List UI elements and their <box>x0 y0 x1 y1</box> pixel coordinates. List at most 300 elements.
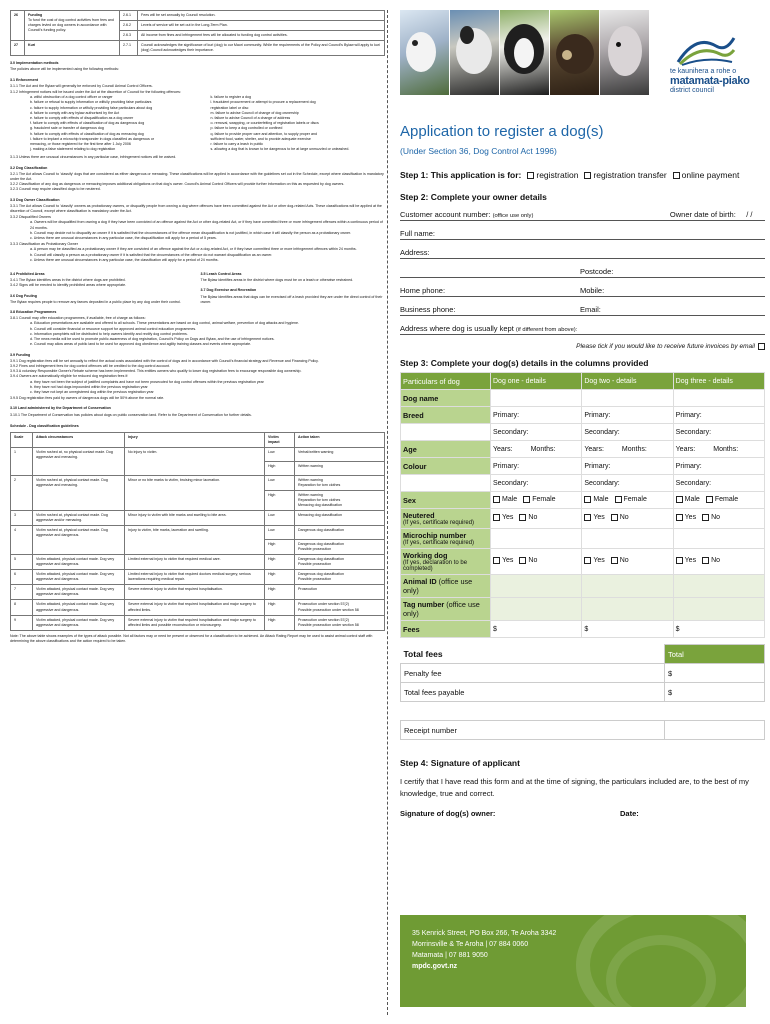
row-heading-title: Kuri <box>28 43 36 48</box>
option-label: Male <box>684 495 700 503</box>
checkbox-icon[interactable] <box>493 514 500 521</box>
circumstances-cell: Victim attacked, physical contact made. Dog very aggressive and dangerous. <box>33 570 125 585</box>
action-cell: Written warning <box>295 462 385 476</box>
dog-field[interactable]: Secondary: <box>491 424 582 441</box>
dog-field[interactable]: $ <box>491 621 582 638</box>
row-heading-title: Funding <box>28 13 43 17</box>
list-item: s. allowing a dog that is known to be dangerous to be at large unmuzzled or unleashed. <box>210 147 350 152</box>
field-label: Address where dog is usually kept <box>400 324 514 333</box>
injury-cell: Limited external injury to victim that required medical care. <box>125 555 265 570</box>
total-header: Total <box>665 645 765 664</box>
dog-table-header <box>401 373 765 390</box>
table-row <box>11 476 385 491</box>
dog-field[interactable]: Primary: <box>582 407 673 424</box>
option[interactable] <box>706 496 738 503</box>
dog-table-row <box>401 529 765 549</box>
victim-impact-cell: High <box>265 570 295 585</box>
form-subtitle: (Under Section 36, Dog Control Act 1996) <box>400 146 557 156</box>
option-label: Yes <box>502 557 514 564</box>
option[interactable] <box>584 557 604 564</box>
field-label: Owner date of birth: <box>669 210 736 219</box>
option-label: Male <box>593 495 609 503</box>
list <box>10 380 385 396</box>
section-text: 3.4.1 The Bylaw identifies areas in the district where dogs are prohibited. 3.4.2 Signs will be erected to identify prohibited areas where appropriate. <box>10 278 127 288</box>
field-note: (office use only) <box>492 213 534 219</box>
dog-field[interactable] <box>491 492 582 509</box>
option-label: No <box>711 514 721 521</box>
option[interactable] <box>584 514 604 521</box>
dog-table-row <box>401 575 765 598</box>
checkbox-icon[interactable] <box>702 557 709 564</box>
checkbox-icon[interactable] <box>519 557 526 564</box>
action-cell: Dangerous dog classification Possible prosecution <box>295 540 385 555</box>
section-text: 3.2.1 The Act allows Council to 'classify' dogs that are considered as either dangerous or menacing. These classifications will be applied in accordance with the guidelines set out in the Schedule, except where classification is mandatory under the Act. 3.2.2 Classification of any dog as dangerous or menacing imposes additional obligations on that dog's owner. Council's Animal Control Officers will provide further information on this as requested by dog owners. 3.2.3 Council may require classified dogs to be neutered. <box>10 171 384 192</box>
row-label-text: Fees <box>403 624 420 634</box>
step4-heading: Step 4: Signature of applicant <box>400 758 520 768</box>
injury-cell: Severe external injury to victim that required hospitalisation and major surgery to affected limbs. <box>125 600 265 615</box>
option-label: Yes <box>684 557 697 564</box>
checkbox-icon[interactable] <box>676 496 683 503</box>
section-text: 3.1.3 Unless there are unusual circumstances in any particular case, infringement notices will be waived. <box>10 155 177 160</box>
column-header: Attack circumstances <box>33 432 125 447</box>
section-heading: 3.7 Dog Exercise and Recreation <box>200 288 257 293</box>
footer-address: 35 Kenrick Street, PO Box 266, Te Aroha 3342 <box>412 930 557 937</box>
scale-cell: 4 <box>11 526 33 555</box>
victim-impact-cell: High <box>265 600 295 615</box>
list-item: a. wilful obstruction of a dog control officer or ranger <box>30 95 113 100</box>
option-label: Yes <box>593 514 605 521</box>
dog-field[interactable]: Secondary: <box>491 475 582 492</box>
dog-field[interactable]: Primary: <box>582 458 673 475</box>
row-label <box>401 390 491 407</box>
checkbox-icon[interactable] <box>611 514 618 521</box>
list-item: a. Education presentations are available and offered to all schools. These presentations are based on dog control, animal welfare, prevention of dog attacks and hygiene. <box>30 321 299 326</box>
scale-cell: 9 <box>11 615 33 630</box>
row-label-note: (If yes, declaration to be completed) <box>403 560 468 572</box>
dog-field[interactable]: $ <box>582 621 673 638</box>
list-item: m. failure to advise Council of change of dog ownership <box>210 110 299 115</box>
option-label: No <box>711 557 721 564</box>
action-cell: Dangerous dog classification Possible prosecution <box>295 555 385 570</box>
section-heading: 3.10 Land administered by the Department of Conservation <box>10 406 111 411</box>
scale-cell: 3 <box>11 511 33 526</box>
dog-address-field[interactable] <box>400 316 765 335</box>
list-item: h. failure to comply with effects of classification of dog as menacing dog <box>30 131 144 136</box>
section-text: 3.9.1 Dog registration fees will be set annually to reflect the actual costs associated with the control of dogs and in accordance with Council's financial strategy and Revenue and Financing Policy. 3.9.2 Fines and infringement fees for dog control offences will be credited to the dog control account. 3.9.3 A voluntary Responsible Owner's Rebate scheme has been implemented. This entitles owners who qualify to lower dog registration fees to encourage responsible dog ownership. 3.9.4 Owners are automatically eligible for reduced dog registration fees if: <box>10 358 319 379</box>
checkbox-icon[interactable] <box>584 514 591 521</box>
dog-field[interactable]: Primary: <box>491 458 582 475</box>
list-item: c. Unless there are unusual circumstances in any particular case, the disqualification will apply for a period of 5 years. <box>30 236 217 241</box>
circumstances-cell: Victim attacked, physical contact made. Dog very aggressive and dangerous. <box>33 600 125 615</box>
checkbox-icon[interactable] <box>584 172 591 179</box>
checkbox-icon[interactable] <box>584 496 591 503</box>
dog-table-row <box>401 509 765 529</box>
field-label: Full name: <box>400 229 436 238</box>
dog-field[interactable] <box>582 549 673 575</box>
months-label: Months: <box>621 445 647 453</box>
penalty-fee-label: Penalty fee <box>401 664 665 683</box>
option[interactable] <box>523 496 555 503</box>
item-text: Council acknowledges the significance of kuri (dog) to our Maori community. While the requirements of the Policy and Council's Bylaw will apply to kuri (dog) Council acknowledges their importance. <box>138 41 385 56</box>
option-label: registration <box>536 170 579 180</box>
list-item: a. A person may be classified as a probationary owner if they are convicted of an offence against the Act or a dog-related Act, or if they have committed three or more infringement offences within 24 months. <box>30 247 357 252</box>
item-number: 2.6.3 <box>120 31 138 41</box>
dog-field[interactable]: Secondary: <box>673 424 764 441</box>
option[interactable] <box>611 557 629 564</box>
dog-field[interactable]: Primary: <box>491 407 582 424</box>
row-label-text: Tag number <box>403 600 445 609</box>
logo-mark-icon <box>676 32 736 66</box>
signature-row[interactable] <box>400 809 765 818</box>
dog-field[interactable]: $ <box>673 621 764 638</box>
step2-heading: Step 2: Complete your owner details <box>400 192 547 202</box>
dog-field[interactable] <box>582 575 673 598</box>
list-item: b. Council will consider financial or resource support for approved animal control education programmes. <box>30 326 197 331</box>
row-heading-text: To fund the cost of dog control activities from fees and charges levied on dog owners in accordance with Council's funding policy. <box>28 18 114 33</box>
total-fees-label: Total fees <box>401 645 665 664</box>
checkbox-icon[interactable] <box>584 557 591 564</box>
option[interactable] <box>493 557 513 564</box>
section-text: The Bylaw identifies areas that dogs can be exercised off a leash provided they are under the direct control of their owner. <box>200 294 383 304</box>
dog-field[interactable] <box>673 575 764 598</box>
list-item: j. making a false statement relating to dog registration <box>30 147 116 152</box>
checkbox-icon[interactable] <box>676 514 683 521</box>
list-item: d. failure to comply with any bylaw authorised by the Act <box>30 110 120 115</box>
scale-cell: 5 <box>11 555 33 570</box>
dog-photo <box>600 10 649 95</box>
option[interactable] <box>584 496 608 503</box>
table-row <box>11 615 385 630</box>
table-row <box>11 511 385 526</box>
row-label-text: Colour <box>403 461 427 471</box>
action-cell: Dangerous dog classification Possible prosecution <box>295 570 385 585</box>
option-label: Female <box>532 495 556 503</box>
option[interactable] <box>676 514 696 521</box>
option-label: registration transfer <box>593 170 667 180</box>
dog-field[interactable] <box>673 549 764 575</box>
contact-footer <box>400 915 746 1007</box>
checkbox-icon[interactable] <box>611 557 618 564</box>
option[interactable] <box>702 557 720 564</box>
option[interactable] <box>493 496 517 503</box>
dog-photo <box>500 10 549 95</box>
section-text: 3.1.2 Infringement notices will be issued under the Act at the discretion of Council for the following offences: <box>10 89 181 94</box>
list <box>10 321 385 347</box>
row-number: 27 <box>11 41 25 56</box>
scale-cell: 8 <box>11 600 33 615</box>
date-label: Date: <box>620 809 639 819</box>
dog-table-row <box>401 621 765 638</box>
dog-table-row <box>401 390 765 407</box>
option[interactable] <box>615 496 647 503</box>
footer-phone1: Morrinsville & Te Aroha | 07 884 0060 <box>412 940 529 948</box>
victim-impact-cell: Low <box>265 476 295 491</box>
row-label-text: Working dog <box>403 551 448 560</box>
step1 <box>400 170 765 180</box>
dog-field[interactable]: Secondary: <box>673 475 764 492</box>
column-header: Victim impact <box>265 432 295 447</box>
option[interactable] <box>611 514 629 521</box>
option-label: No <box>619 514 629 521</box>
section-heading: 3.4 Prohibited Areas <box>10 272 45 277</box>
dog-field[interactable] <box>582 529 673 549</box>
item-text: All income from fines and infringement fees will be allocated to funding dog control activities. <box>138 31 385 41</box>
field-label: Home phone: <box>400 286 446 295</box>
circumstances-cell: Victim attacked, physical contact made. Dog very aggressive and dangerous. <box>33 585 125 600</box>
list-item: menacing, or those registered for the first time after 1 July 2006 <box>30 142 131 146</box>
total-payable-field[interactable]: $ <box>665 683 765 702</box>
row-label-note: (If yes, certificate required) <box>403 540 475 546</box>
column-header: Action taken <box>295 432 385 447</box>
row-label <box>401 458 491 475</box>
form-title: Application to register a dog(s) <box>400 123 604 140</box>
dog-field[interactable] <box>673 492 764 509</box>
list-item: c. failure to supply information or wilfully providing false particulars about dog <box>30 105 153 110</box>
business-row[interactable] <box>400 297 765 316</box>
list-item: l. fraudulent procurement or attempt to procure a replacement dog <box>210 100 316 105</box>
injury-cell: No injury to victim. <box>125 448 265 476</box>
option-label: Yes <box>684 514 697 521</box>
option[interactable] <box>702 514 720 521</box>
list-item: c. Information pamphlets will be distributed to help owners identify and rectify dog control problems. <box>30 331 188 336</box>
row-label-text: Sex <box>403 495 416 505</box>
victim-impact-cell: High <box>265 462 295 476</box>
address-field[interactable] <box>400 240 765 259</box>
column-header: Scale <box>11 432 33 447</box>
item-number: 2.6.2 <box>120 21 138 31</box>
dog-field[interactable] <box>673 441 764 458</box>
total-payable-label: Total fees payable <box>401 683 665 702</box>
years-label: Years: <box>493 445 513 453</box>
option-label: Yes <box>593 557 605 564</box>
column-header: Dog one - details <box>491 373 582 390</box>
section-heading: 3.6 Dog Fouling <box>10 293 37 298</box>
section-text: The policies above will be implemented using the following methods: <box>10 67 119 72</box>
row-label-text: Neutered <box>403 511 435 520</box>
row-label-note: (office use only) <box>403 577 473 595</box>
row-label <box>401 529 491 549</box>
step3-heading: Step 3: Complete your dog(s) details in the columns provided <box>400 358 649 368</box>
months-label: Months: <box>713 445 739 453</box>
dog-table-row <box>401 598 765 621</box>
dog-field[interactable] <box>673 529 764 549</box>
section-heading: 3.9 Funding <box>10 352 31 357</box>
dog-field[interactable] <box>491 575 582 598</box>
row-label-note: (If yes, certificate required) <box>403 520 475 526</box>
months-label: Months: <box>530 445 556 453</box>
option[interactable] <box>519 557 537 564</box>
list-item: q. failure to provide proper care and attention, to supply proper and <box>210 131 317 136</box>
field-label: Postcode: <box>580 267 614 276</box>
option[interactable] <box>493 514 513 521</box>
column-header: Injury <box>125 432 265 447</box>
option[interactable] <box>676 557 696 564</box>
checkbox-icon[interactable] <box>673 172 680 179</box>
checkbox-icon[interactable] <box>493 557 500 564</box>
checkbox-icon[interactable] <box>758 343 765 350</box>
full-name-field[interactable] <box>400 221 765 240</box>
list-item: d. The news media will be used to promote public awareness of dog registration, Council's Policy on Dogs and Bylaw, and the use of infringement notices. <box>30 337 275 342</box>
list <box>10 247 385 263</box>
dog-field[interactable] <box>491 529 582 549</box>
dog-field[interactable] <box>582 509 673 529</box>
offences-list <box>10 95 385 152</box>
email-invoice-option[interactable] <box>400 343 765 350</box>
step1-heading: Step 1: This application is for: <box>400 170 522 180</box>
field-label: Address: <box>400 248 430 257</box>
scale-cell: 6 <box>11 570 33 585</box>
section-text: 3.9.5 Dog registration fees paid by owners of dangerous dogs will be 50% above the normal rate. <box>10 396 165 401</box>
item-number: 2.6.1 <box>120 11 138 21</box>
option-registration[interactable] <box>527 170 578 180</box>
footer-website[interactable]: mpdc.govt.nz <box>412 962 458 970</box>
field-label: Mobile: <box>580 286 605 295</box>
scale-cell: 1 <box>11 448 33 476</box>
row-label <box>401 509 491 529</box>
item-text: Levels of service will be set out in the Long-Term Plan. <box>138 21 385 31</box>
section-heading: 3.3 Dog Owner Classification <box>10 197 60 202</box>
option[interactable] <box>676 496 700 503</box>
section-heading: 3.0 Implementation methods <box>10 61 59 66</box>
checkbox-icon[interactable] <box>702 514 709 521</box>
dog-details-table <box>400 372 765 638</box>
field-note: (if different from above): <box>515 327 578 333</box>
section-text: 3.10.1 The Department of Conservation has policies about dogs on public conservation land. Refer to the Department of Conservation for further details. <box>10 412 252 417</box>
dog-field[interactable]: Primary: <box>673 407 764 424</box>
dog-table-row <box>401 458 765 475</box>
years-label: Years: <box>584 445 604 453</box>
postcode-field[interactable] <box>400 259 765 278</box>
dog-field[interactable] <box>491 549 582 575</box>
dog-field[interactable] <box>582 441 673 458</box>
list-item: g. fraudulent sale or transfer of dangerous dog <box>30 126 104 131</box>
option-label: Yes <box>502 514 514 521</box>
list-item: c. Unless there are unusual circumstances in any particular case, the classification will apply for a period of 24 months. <box>30 257 219 262</box>
injury-cell: Minor injury to victim with bite marks and swelling to bite area. <box>125 511 265 526</box>
action-cell: Dangerous dog classification <box>295 526 385 540</box>
victim-impact-cell: High <box>265 585 295 600</box>
checkbox-icon[interactable] <box>527 172 534 179</box>
dog-field[interactable]: Primary: <box>673 458 764 475</box>
footer-phone2: Matamata | 07 881 9050 <box>412 951 488 959</box>
checkbox-icon[interactable] <box>493 496 500 503</box>
receipt-label: Receipt number <box>401 721 665 740</box>
section-heading: 3.5 Leash Control Areas <box>200 272 242 277</box>
victim-impact-cell: Low <box>265 526 295 540</box>
table-row <box>11 526 385 540</box>
dog-field[interactable] <box>582 390 673 407</box>
victim-impact-cell: High <box>265 555 295 570</box>
list-item: i. failure to implant a microchip transponder in dogs classified as dangerous or <box>30 136 155 141</box>
section-text: 3.3.2 Disqualified Owners <box>10 215 51 220</box>
policy-page <box>10 10 385 644</box>
checkbox-icon[interactable] <box>706 496 713 503</box>
schedule-table <box>10 432 385 631</box>
item-text: Fees will be set annually by Council resolution. <box>138 11 385 21</box>
list-item: n. failure to advise Council of a change of address <box>210 115 291 120</box>
field-label: Email: <box>580 305 601 314</box>
checkbox-icon[interactable] <box>676 557 683 564</box>
penalty-fee-field[interactable]: $ <box>665 664 765 683</box>
row-label <box>401 475 491 492</box>
table-row <box>11 41 385 56</box>
action-cell: Verbal/written warning <box>295 448 385 462</box>
customer-row[interactable] <box>400 202 765 221</box>
dog-field[interactable] <box>582 598 673 621</box>
list-item: r. failure to carry a leash in public <box>210 142 264 146</box>
row-label <box>401 549 491 575</box>
option-label: online payment <box>681 170 740 180</box>
option-transfer[interactable] <box>584 170 666 180</box>
dog-field[interactable] <box>673 598 764 621</box>
dog-field[interactable] <box>491 390 582 407</box>
option-label: Male <box>502 495 518 503</box>
section-heading: 3.8 Education Programmes <box>10 310 57 315</box>
section-text: 3.3.1 The Act allows Council to 'classify' owners as probationary owners, or disqualify people from owning a dog where offences have been committed against the Act or other dog-related Acts. These classifications will be applied at the discretion of Council, except where classification is mandatory under the Act. <box>10 203 382 214</box>
dog-photo <box>450 10 499 95</box>
application-form <box>400 10 765 970</box>
checkbox-icon[interactable] <box>519 514 526 521</box>
dog-field[interactable]: Secondary: <box>582 424 673 441</box>
column-header: Dog two - details <box>582 373 673 390</box>
row-label <box>401 424 491 441</box>
field-label: Business phone: <box>400 305 456 314</box>
option[interactable] <box>519 514 537 521</box>
row-label <box>401 492 491 509</box>
table-header-row <box>11 432 385 447</box>
list-item: e. Council may allow areas of public land to be used for approved dog obedience and agility training classes and events where appropriate. <box>30 342 252 347</box>
row-heading <box>25 11 120 41</box>
dog-field[interactable]: Secondary: <box>582 475 673 492</box>
checkbox-icon[interactable] <box>615 496 622 503</box>
dog-field[interactable] <box>491 441 582 458</box>
receipt-field[interactable] <box>665 721 765 740</box>
two-column-sections <box>10 267 385 305</box>
table-row <box>11 585 385 600</box>
row-label-note: (office use only) <box>403 600 480 618</box>
option-online-payment[interactable] <box>673 170 740 180</box>
certification-text: I certify that I have read this form and at the time of signing, the particulars included are, to the best of my knowledge, true and correct. <box>400 777 749 798</box>
row-label-text: Breed <box>403 410 424 420</box>
action-cell: Prosecution under section 57(2) Possible prosecution under section 58 <box>295 600 385 615</box>
dog-field[interactable] <box>582 492 673 509</box>
victim-impact-cell: High <box>265 540 295 555</box>
row-label <box>401 575 491 598</box>
row-label-text: Animal ID <box>403 577 437 586</box>
option-label: Female <box>623 495 647 503</box>
list-item: b. Council will classify a person as a probationary owner if it is satisfied that the circumstances of the offence do not warrant disqualification as an owner. <box>30 252 273 257</box>
list-item: f. failure to comply with effects of classification of dog as dangerous dog <box>30 121 145 126</box>
dog-photo <box>550 10 599 95</box>
column-header: Particulars of dog <box>401 373 491 390</box>
victim-impact-cell: High <box>265 615 295 630</box>
dog-table-row <box>401 475 765 492</box>
schedule-heading: Schedule - Dog classification guidelines <box>10 423 79 428</box>
list-item: c. they have not kept an unregistered dog within the previous registration year <box>30 389 154 394</box>
injury-cell: Minor or no bite marks to victim, bruising minor laceration. <box>125 476 265 511</box>
list-item: b. they have not had dogs impounded within the previous registration year <box>30 384 148 389</box>
dog-field[interactable] <box>673 390 764 407</box>
dog-field[interactable] <box>673 509 764 529</box>
dog-field[interactable] <box>491 598 582 621</box>
table-row <box>11 600 385 615</box>
checkbox-icon[interactable] <box>523 496 530 503</box>
row-label <box>401 407 491 424</box>
victim-impact-cell: High <box>265 491 295 511</box>
phone-row[interactable] <box>400 278 765 297</box>
dog-field[interactable] <box>491 509 582 529</box>
dog-table-row <box>401 407 765 424</box>
